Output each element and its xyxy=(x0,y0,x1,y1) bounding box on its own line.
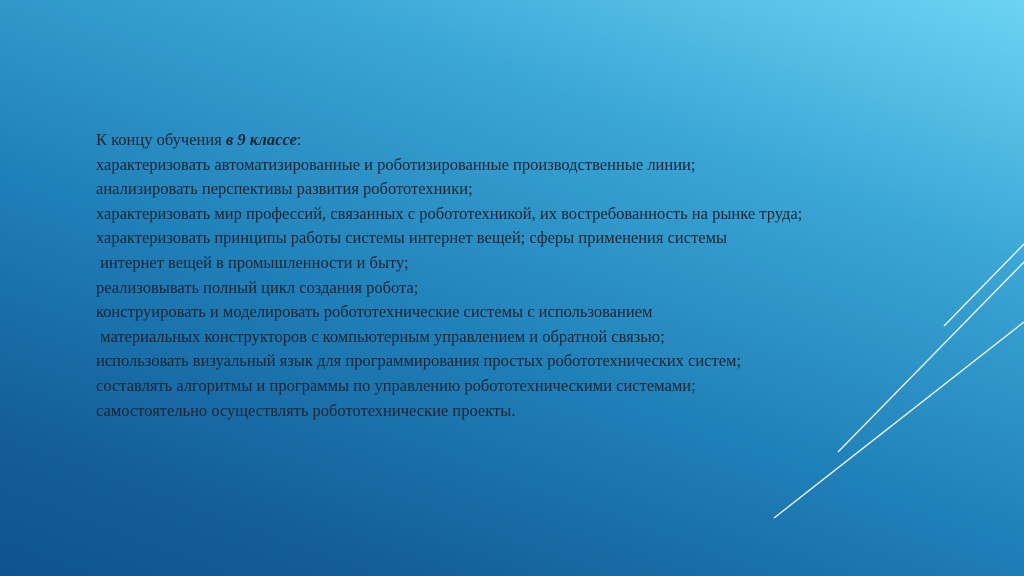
list-item: характеризовать мир профессий, связанных с робототехникой, их востребованность на рынке труда; xyxy=(96,203,803,223)
intro-prefix: К концу обучения xyxy=(96,130,226,149)
list-item: анализировать перспективы развития робототехники; xyxy=(96,179,473,199)
list-item: составлять алгоритмы и программы по управлению робототехническими системами; xyxy=(96,375,696,395)
slide-text-block xyxy=(96,128,976,423)
list-item-continuation: материальных конструкторов с компьютерным управлением и обратной связью; xyxy=(96,326,665,346)
list-item-continuation: интернет вещей в промышленности и быту; xyxy=(96,252,409,272)
list-item: конструировать и моделировать робототехнические системы с использованием xyxy=(96,302,653,322)
list-item: характеризовать автоматизированные и роботизированные производственные линии; xyxy=(96,154,696,174)
list-item: характеризовать принципы работы системы интернет вещей; сферы применения системы xyxy=(96,228,728,248)
intro-line xyxy=(96,128,976,153)
list-item: самостоятельно осуществлять робототехнические проекты. xyxy=(96,400,516,420)
intro-suffix: : xyxy=(296,130,302,149)
list-item: использовать визуальный язык для программирования простых робототехнических систем; xyxy=(96,351,742,371)
list-item: реализовывать полный цикл создания робота; xyxy=(96,277,419,297)
intro-emphasis: в 9 классе xyxy=(225,130,297,149)
